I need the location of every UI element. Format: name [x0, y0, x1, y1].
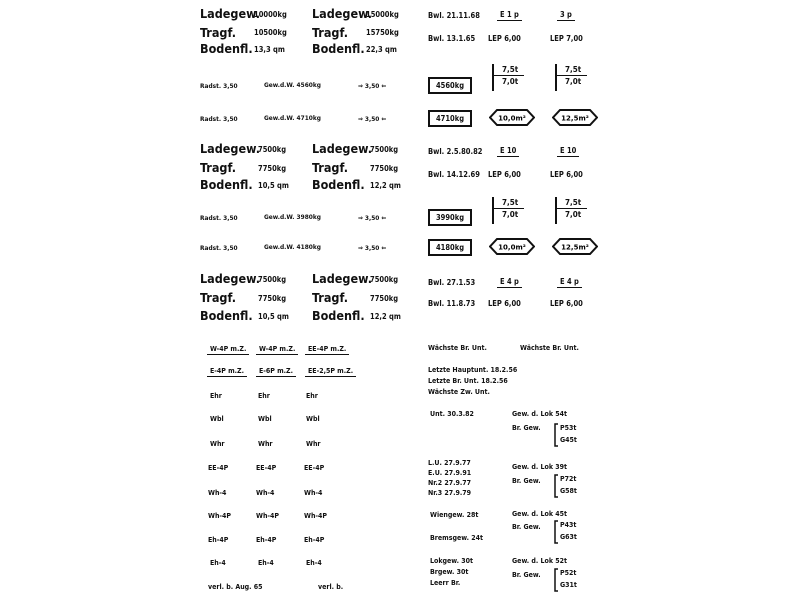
brake-weight-g: G63t [560, 533, 577, 541]
inspection-date: Nr.2 27.9.77 [428, 479, 472, 487]
class-mark: E 4 p [557, 278, 582, 288]
ladegew-value: 7500kg [258, 145, 287, 154]
bodenfl-label: Bodenfl. [312, 41, 365, 56]
fraction-bottom: 7,0t [502, 77, 519, 86]
bracket-icon [553, 568, 559, 592]
weight-box: 3990kg [428, 209, 472, 226]
bodenfl-value: 12,2 qm [370, 312, 401, 321]
brake-weight-p: P72t [560, 475, 577, 483]
class-code: Eh-4P [256, 536, 277, 544]
axle-spacing: ⇒ 3,50 ⇐ [358, 82, 387, 90]
bwl-date: Bwl. 27.1.53 [428, 278, 476, 287]
radstand-label: Radst. 3,50 [200, 82, 238, 90]
fraction-bottom: 7,0t [565, 77, 582, 86]
load-fraction [555, 65, 587, 86]
class-code: Whr [258, 440, 273, 448]
lep-mark: LEP 6,00 [488, 170, 521, 179]
class-code: EE-4P [208, 464, 229, 472]
brake-weight-g: G58t [560, 487, 577, 495]
fraction-top: 7,5t [555, 65, 587, 76]
bwl-date: Bwl. 13.1.65 [428, 34, 476, 43]
lep-mark: LEP 6,00 [488, 299, 521, 308]
hex-label: 10,0m² [498, 114, 526, 123]
tragf-value: 7750kg [370, 164, 399, 173]
class-code: E-6P m.Z. [256, 368, 296, 377]
inspection-line: Wächste Zw. Unt. [428, 388, 490, 396]
class-code: Wh-4P [208, 512, 232, 520]
mass-label: Lokgew. 30t [430, 557, 474, 565]
bodenfl-value: 10,5 qm [258, 181, 289, 190]
class-code: EE-2,5P m.Z. [305, 368, 356, 377]
bodenfl-value: 10,5 qm [258, 312, 289, 321]
brake-weight-label: Br. Gew. [512, 424, 541, 432]
fraction-bottom: 7,0t [502, 210, 519, 219]
tragf-label: Tragf. [312, 160, 348, 175]
fraction-top: 7,5t [555, 198, 587, 209]
radstand-label: Radst. 3,50 [200, 214, 238, 222]
load-fraction [492, 198, 524, 219]
lep-mark: LEP 6,00 [488, 34, 521, 43]
class-mark: E 4 p [497, 278, 522, 288]
inspection-date: Unt. 30.3.82 [430, 410, 474, 418]
tragf-label: Tragf. [312, 290, 348, 305]
load-fraction [492, 65, 524, 86]
class-code: EE-4P [256, 464, 277, 472]
axle-spacing: ⇒ 3,50 ⇐ [358, 115, 387, 123]
ladegew-value: 7500kg [370, 275, 399, 284]
brake-weight-p: P53t [560, 424, 577, 432]
inspection-header: Wächste Br. Unt. [428, 344, 487, 352]
brake-weight-label: Br. Gew. [512, 523, 541, 531]
tragf-label: Tragf. [312, 25, 348, 40]
mass-label: Leerr Br. [430, 579, 461, 587]
fraction-top: 7,5t [492, 65, 524, 76]
tragf-value: 10500kg [254, 28, 287, 37]
loco-weight: Gew. d. Lok 39t [512, 463, 567, 471]
class-code: Whr [306, 440, 321, 448]
brake-weight-g: G31t [560, 581, 577, 589]
inspection-line: Letzte Hauptunt. 18.2.56 [428, 366, 518, 374]
ladegew-label: Ladegew. [200, 6, 260, 21]
class-code: W-4P m.Z. [207, 346, 249, 355]
class-code: Ehr [210, 392, 222, 400]
loco-weight: Gew. d. Lok 52t [512, 557, 567, 565]
axle-spacing: ⇒ 3,50 ⇐ [358, 214, 387, 222]
tragf-label: Tragf. [200, 290, 236, 305]
class-code: Wbl [258, 415, 272, 423]
ladegew-label: Ladegew. [312, 6, 372, 21]
ladegew-label: Ladegew. [200, 141, 260, 156]
class-code: Wh-4 [208, 489, 227, 497]
ladegew-label: Ladegew. [312, 271, 372, 286]
bodenfl-label: Bodenfl. [200, 41, 253, 56]
class-code: EE-4P m.Z. [305, 346, 349, 355]
mass-label: Bremsgew. 24t [430, 534, 483, 542]
weight-box: 4710kg [428, 110, 472, 127]
class-code: Wbl [210, 415, 224, 423]
footnote: verl. b. [318, 583, 344, 591]
load-fraction [555, 198, 587, 219]
axle-spacing: ⇒ 3,50 ⇐ [358, 244, 387, 252]
tragf-value: 15750kg [366, 28, 399, 37]
class-code: Ehr [258, 392, 270, 400]
mass-label: Brgew. 30t [430, 568, 469, 576]
inspection-line: Letzte Br. Unt. 18.2.56 [428, 377, 508, 385]
fraction-bottom: 7,0t [565, 210, 582, 219]
area-hexagon [489, 238, 535, 255]
tragf-label: Tragf. [200, 25, 236, 40]
inspection-date: L.U. 27.9.77 [428, 459, 471, 467]
footnote: verl. b. Aug. 65 [208, 583, 263, 591]
class-code: Wh-4P [256, 512, 280, 520]
lep-mark: LEP 6,00 [550, 299, 583, 308]
class-code: Wh-4 [304, 489, 323, 497]
inspection-date: Nr.3 27.9.79 [428, 489, 472, 497]
area-hexagon [552, 238, 598, 255]
inspection-date: E.U. 27.9.91 [428, 469, 472, 477]
bracket-icon [553, 520, 559, 544]
class-mark: 3 p [557, 11, 575, 21]
loco-weight: Gew. d. Lok 45t [512, 510, 567, 518]
brake-weight-p: P52t [560, 569, 577, 577]
bodenfl-label: Bodenfl. [312, 177, 365, 192]
hex-label: 12,5m² [561, 114, 589, 123]
bracket-icon [553, 474, 559, 498]
area-hexagon [489, 109, 535, 126]
wagon-weight: Gew.d.W. 4180kg [264, 243, 321, 251]
bwl-date: Bwl. 2.5.80.82 [428, 147, 483, 156]
brake-weight-label: Br. Gew. [512, 477, 541, 485]
bodenfl-label: Bodenfl. [200, 308, 253, 323]
ladegew-value: 10000kg [254, 10, 287, 19]
bodenfl-value: 13,3 qm [254, 45, 285, 54]
mass-label: Wiengew. 28t [430, 511, 479, 519]
area-hexagon [552, 109, 598, 126]
tragf-value: 7750kg [258, 294, 287, 303]
tragf-label: Tragf. [200, 160, 236, 175]
class-code: Eh-4 [210, 559, 226, 567]
radstand-label: Radst. 3,50 [200, 244, 238, 252]
class-code: Wh-4P [304, 512, 328, 520]
bodenfl-value: 12,2 qm [370, 181, 401, 190]
class-code: Whr [210, 440, 225, 448]
class-code: Eh-4 [258, 559, 274, 567]
class-code: Ehr [306, 392, 318, 400]
lep-mark: LEP 7,00 [550, 34, 583, 43]
class-mark: E 10 [557, 147, 579, 157]
class-code: Eh-4P [304, 536, 325, 544]
loco-weight: Gew. d. Lok 54t [512, 410, 567, 418]
brake-weight-p: P43t [560, 521, 577, 529]
lep-mark: LEP 6,00 [550, 170, 583, 179]
ladegew-label: Ladegew. [200, 271, 260, 286]
inspection-header: Wächste Br. Unt. [520, 344, 579, 352]
tragf-value: 7750kg [370, 294, 399, 303]
class-code: E-4P m.Z. [207, 368, 247, 377]
fraction-top: 7,5t [492, 198, 524, 209]
class-code: Wbl [306, 415, 320, 423]
class-code: Eh-4P [208, 536, 229, 544]
wagon-weight: Gew.d.W. 4560kg [264, 81, 321, 89]
wagon-weight: Gew.d.W. 4710kg [264, 114, 321, 122]
class-mark: E 10 [497, 147, 519, 157]
bracket-icon [553, 423, 559, 447]
bwl-date: Bwl. 14.12.69 [428, 170, 480, 179]
bodenfl-label: Bodenfl. [312, 308, 365, 323]
radstand-label: Radst. 3,50 [200, 115, 238, 123]
brake-weight-g: G45t [560, 436, 577, 444]
bodenfl-value: 22,3 qm [366, 45, 397, 54]
wagon-weight: Gew.d.W. 3980kg [264, 213, 321, 221]
class-code: EE-4P [304, 464, 325, 472]
ladegew-value: 7500kg [258, 275, 287, 284]
class-code: Eh-4 [306, 559, 322, 567]
bwl-date: Bwl. 11.8.73 [428, 299, 476, 308]
class-code: Wh-4 [256, 489, 275, 497]
bwl-date: Bwl. 21.11.68 [428, 11, 480, 20]
hex-label: 10,0m² [498, 243, 526, 252]
class-mark: E 1 p [497, 11, 522, 21]
ladegew-value: 7500kg [370, 145, 399, 154]
bodenfl-label: Bodenfl. [200, 177, 253, 192]
weight-box: 4560kg [428, 77, 472, 94]
brake-weight-label: Br. Gew. [512, 571, 541, 579]
ladegew-label: Ladegew. [312, 141, 372, 156]
ladegew-value: 15000kg [366, 10, 399, 19]
weight-box: 4180kg [428, 239, 472, 256]
class-code: W-4P m.Z. [256, 346, 298, 355]
hex-label: 12,5m² [561, 243, 589, 252]
tragf-value: 7750kg [258, 164, 287, 173]
